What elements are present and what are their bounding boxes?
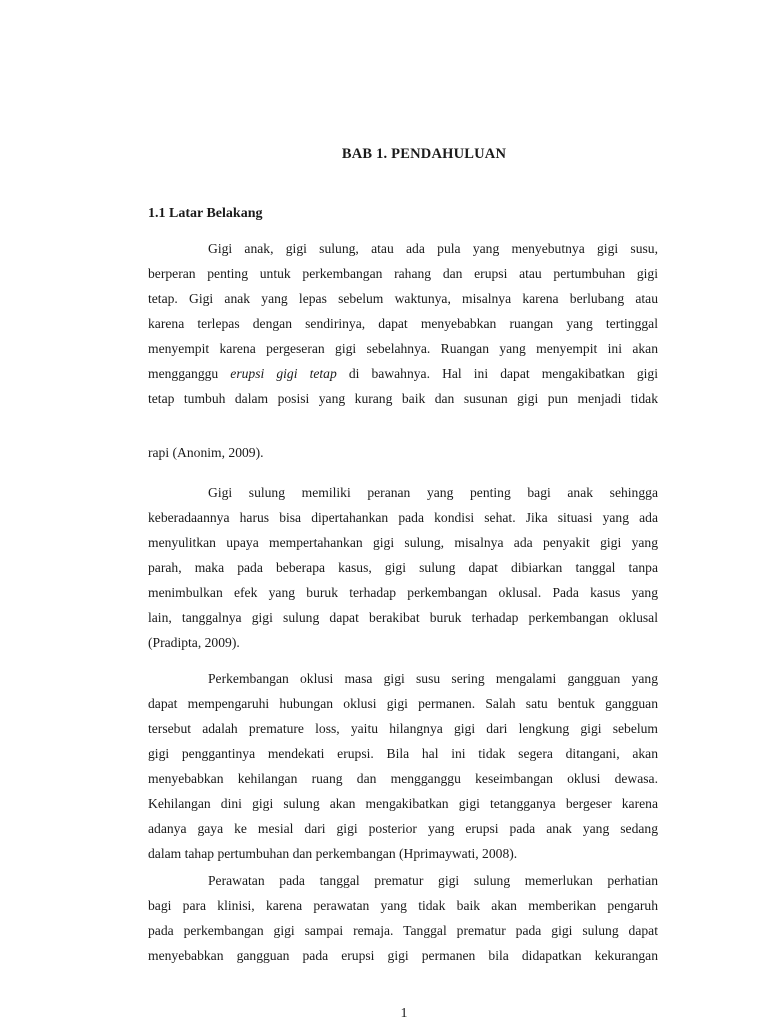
paragraph-line: tetap tumbuh dalam posisi yang kurang baik dan susunan gigi pun menjadi tidak — [148, 391, 658, 406]
paragraph-line: lain, tanggalnya gigi sulung dapat berakibat buruk terhadap perkembangan oklusal — [148, 610, 658, 625]
paragraph-line: Perawatan pada tanggal prematur gigi sulung memerlukan perhatian — [208, 873, 658, 888]
paragraph-line: tersebut adalah premature loss, yaitu hilangnya gigi dari lengkung gigi sebelum — [148, 721, 658, 736]
paragraph-line: Kehilangan dini gigi sulung akan mengakibatkan gigi tetangganya bergeser karena — [148, 796, 658, 811]
paragraph-line: berperan penting untuk perkembangan rahang dan erupsi atau pertumbuhan gigi — [148, 266, 658, 281]
paragraph-line: dapat mempengaruhi hubungan oklusi gigi permanen. Salah satu bentuk gangguan — [148, 696, 658, 711]
paragraph-line: menyulitkan upaya mempertahankan gigi sulung, misalnya ada penyakit gigi yang — [148, 535, 658, 550]
chapter-title: BAB 1. PENDAHULUAN — [341, 146, 507, 162]
page-number: 1 — [400, 1006, 408, 1021]
paragraph-line: dalam tahap pertumbuhan dan perkembangan (Hprimaywati, 2008). — [148, 846, 518, 861]
paragraph-line: Perkembangan oklusi masa gigi susu sering mengalami gangguan yang — [208, 671, 658, 686]
paragraph-line: bagi para klinisi, karena perawatan yang tidak baik akan memberikan pengaruh — [148, 898, 658, 913]
paragraph-line: menimbulkan efek yang buruk terhadap perkembangan oklusal. Pada kasus yang — [148, 585, 658, 600]
paragraph-4 — [148, 868, 658, 968]
paragraph-line: adanya gaya ke mesial dari gigi posterior yang erupsi pada anak yang sedang — [148, 821, 658, 836]
paragraph-line: Gigi sulung memiliki peranan yang penting bagi anak sehingga — [208, 485, 658, 500]
paragraph-line: menyebabkan gangguan pada erupsi gigi permanen bila didapatkan kekurangan — [148, 948, 658, 963]
paragraph-line: gigi penggantinya mendekati erupsi. Bila hal ini tidak segera ditangani, akan — [148, 746, 658, 761]
paragraph-3 — [148, 666, 658, 866]
paragraph-line: parah, maka pada beberapa kasus, gigi sulung dapat dibiarkan tanggal tanpa — [148, 560, 658, 575]
paragraph-line: pada perkembangan gigi sampai remaja. Tanggal prematur pada gigi sulung dapat — [148, 923, 658, 938]
paragraph-line: (Pradipta, 2009). — [148, 635, 240, 650]
paragraph-line: menyebabkan kehilangan ruang dan mengganggu keseimbangan oklusi dewasa. — [148, 771, 658, 786]
paragraph-line: mengganggu erupsi gigi tetap di bawahnya. Hal ini dapat mengakibatkan gigi — [148, 366, 658, 381]
paragraph-line: karena terlepas dengan sendirinya, dapat menyebabkan ruangan yang tertinggal — [148, 316, 658, 331]
paragraph-line: keberadaannya harus bisa dipertahankan pada kondisi sehat. Jika situasi yang ada — [148, 510, 658, 525]
paragraph-2 — [148, 480, 658, 655]
paragraph-line: tetap. Gigi anak yang lepas sebelum waktunya, misalnya karena berlubang atau — [148, 291, 658, 306]
paragraph-line: menyempit karena pergeseran gigi sebelahnya. Ruangan yang menyempit ini akan — [148, 341, 658, 356]
paragraph-1-tail: rapi (Anonim, 2009). — [148, 445, 264, 460]
paragraph-line: Gigi anak, gigi sulung, atau ada pula yang menyebutnya gigi susu, — [208, 241, 658, 256]
paragraph-1 — [148, 236, 658, 411]
italic-term: erupsi gigi tetap — [230, 366, 337, 381]
section-title: 1.1 Latar Belakang — [148, 206, 263, 221]
